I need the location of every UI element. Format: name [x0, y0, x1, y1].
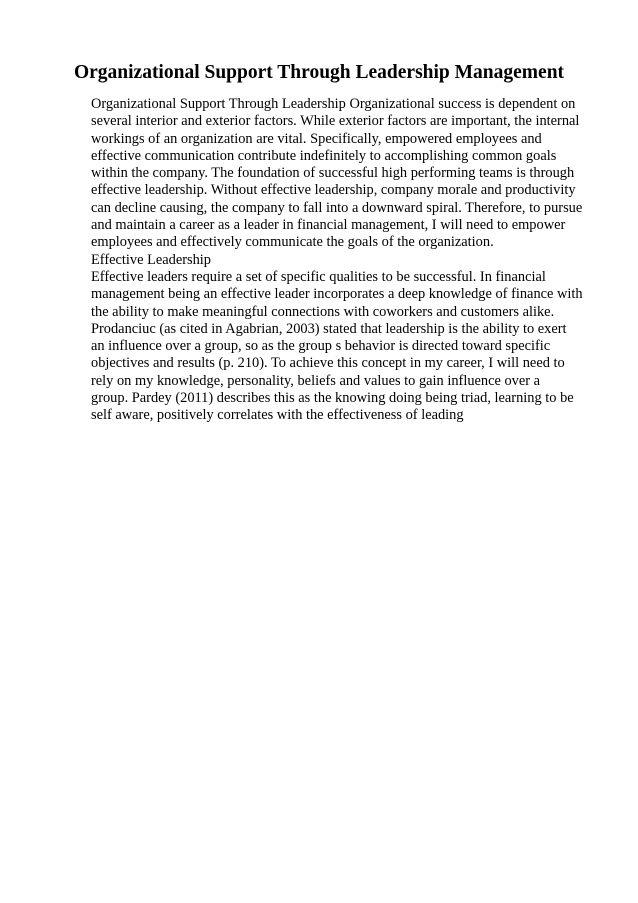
text-line: Organizational Support Through Leadership Organizational success is dependent on — [91, 96, 576, 112]
text-line: can decline causing, the company to fall into a downward spiral. Therefore, to pursue — [91, 199, 583, 216]
text-line: Effective leaders require a set of specific qualities to be successful. In financial — [91, 268, 546, 285]
text-line: management being an effective leader incorporates a deep knowledge of finance with — [91, 286, 583, 303]
text-line: rely on my knowledge, personality, beliefs and values to gain influence over a — [91, 372, 541, 389]
text-line: workings of an organization are vital. Specifically, empowered employees and — [91, 130, 542, 147]
text-line: the ability to make meaningful connections with coworkers and customers alike. — [91, 303, 555, 320]
section-heading: Effective Leadership — [91, 251, 211, 268]
text-line: employees and effectively communicate the goals of the organization. — [91, 234, 494, 251]
text-line: group. Pardey (2011) describes this as the knowing doing being triad, learning to be — [91, 390, 574, 407]
text-line: self aware, positively correlates with the effectiveness of leading — [91, 407, 464, 424]
page-title: Organizational Support Through Leadership Management — [73, 62, 565, 83]
text-line: within the company. The foundation of successful high performing teams is through — [91, 165, 575, 182]
document-body — [91, 96, 601, 425]
text-line: and maintain a career as a leader in financial management, I will need to empower — [91, 217, 566, 234]
text-line: objectives and results (p. 210). To achieve this concept in my career, I will need to — [91, 355, 565, 372]
text-line: an influence over a group, so as the group s behavior is directed toward specific — [91, 338, 551, 355]
text-line: effective leadership. Without effective leadership, company morale and productivity — [91, 182, 576, 199]
text-line: several interior and exterior factors. While exterior factors are important, the internal — [91, 113, 580, 130]
text-line: Prodanciuc (as cited in Agabrian, 2003) stated that leadership is the ability to exert — [91, 320, 567, 337]
text-line: effective communication contribute indefinitely to accomplishing common goals — [91, 147, 557, 164]
